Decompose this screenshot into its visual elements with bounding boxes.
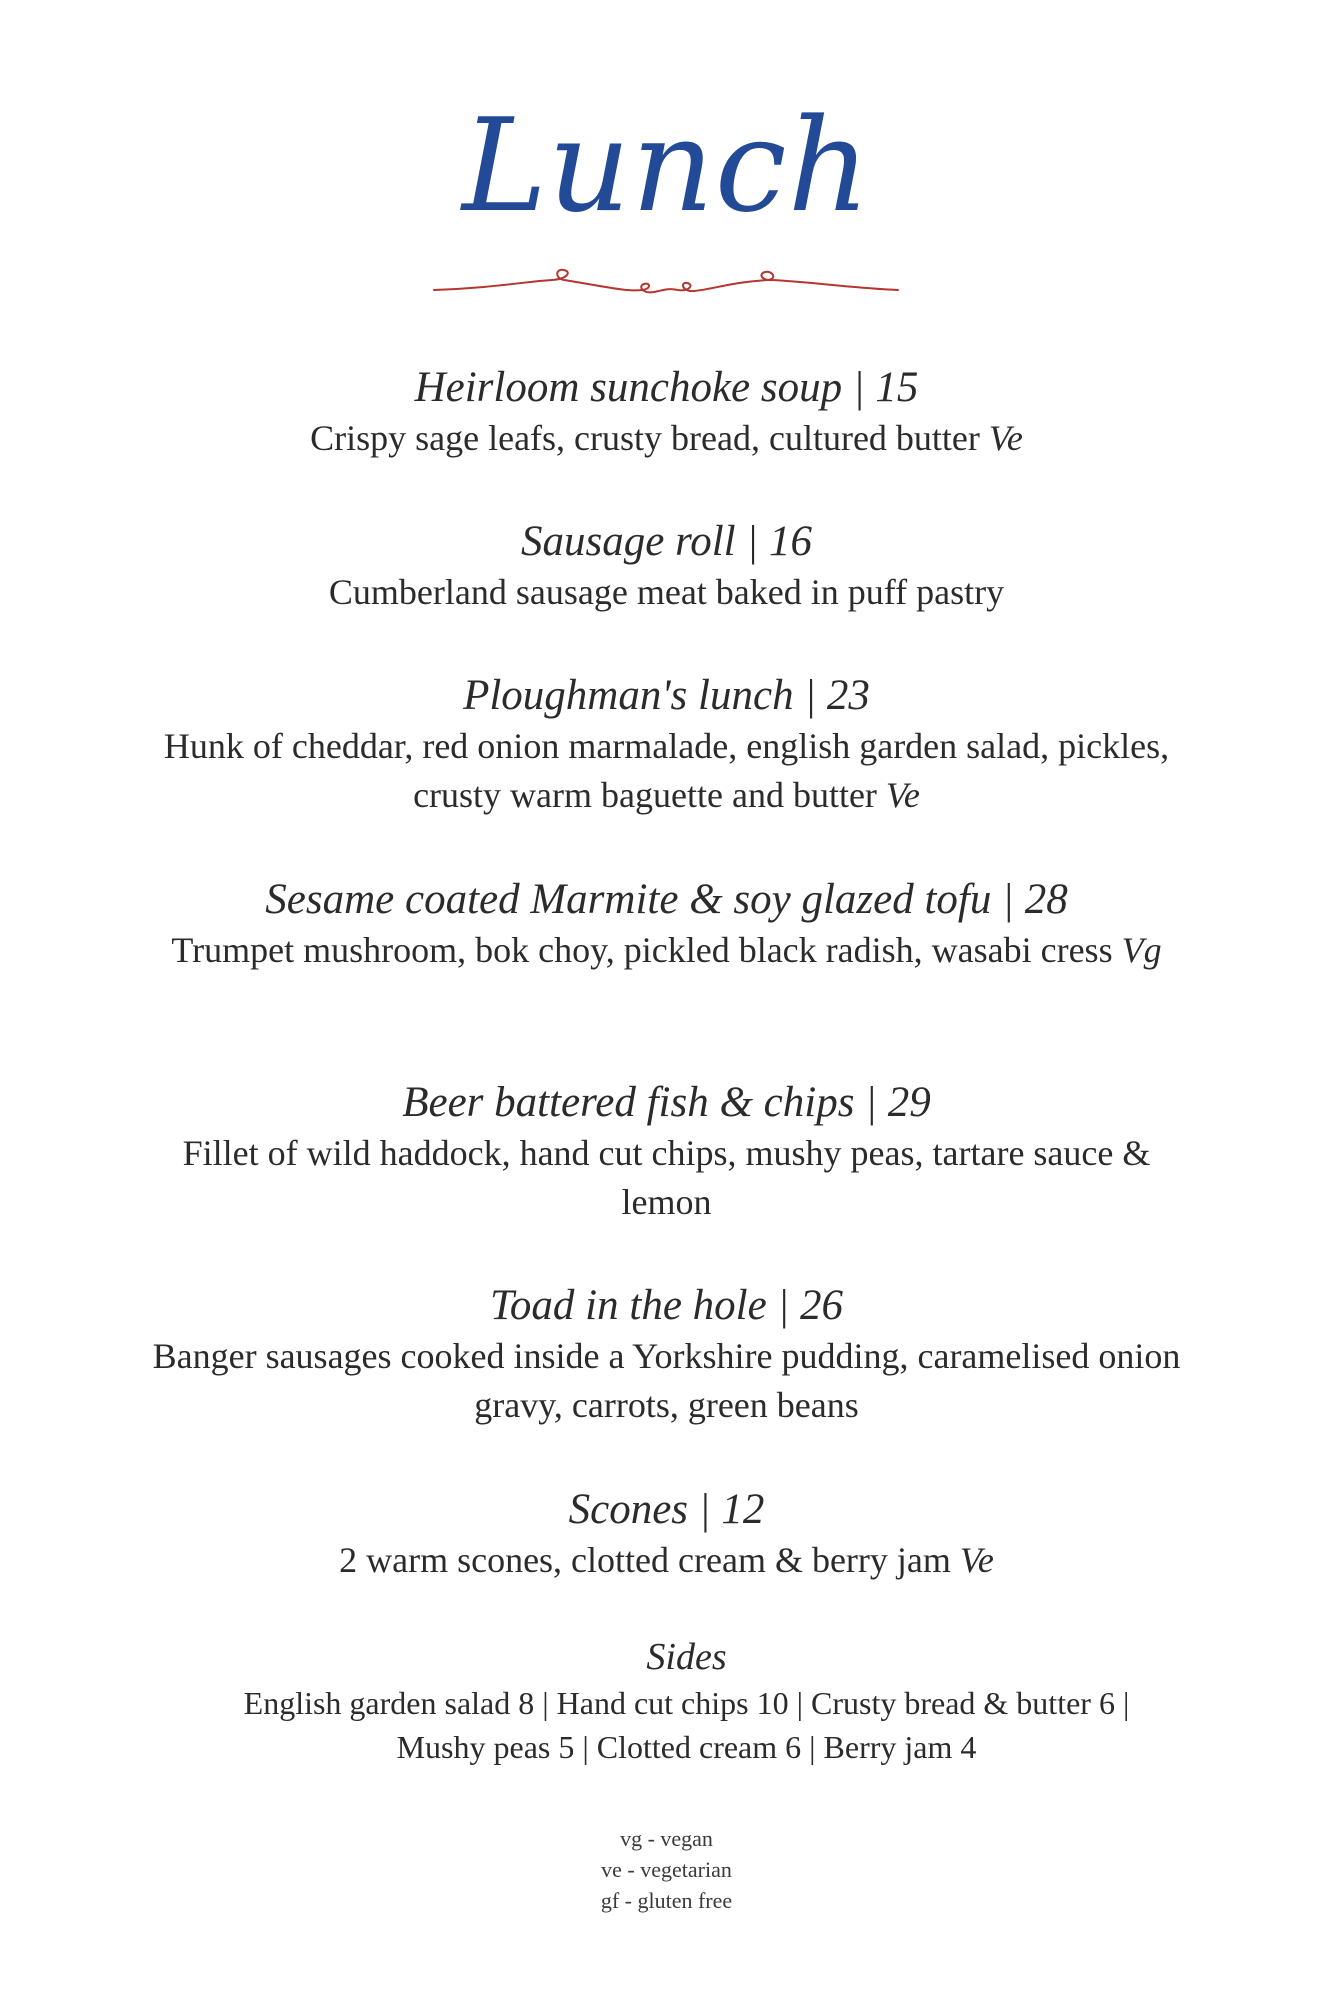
item-name: Scones | 12 bbox=[568, 1486, 765, 1533]
item-description-text: 2 warm scones, clotted cream & berry jam bbox=[339, 1540, 951, 1580]
item-description bbox=[150, 1129, 1183, 1227]
dietary-legend bbox=[0, 1823, 1333, 1916]
item-description bbox=[140, 1332, 1193, 1430]
menu-title: Lunch bbox=[462, 92, 871, 241]
sides-title: Sides bbox=[646, 1636, 727, 1678]
menu-item bbox=[140, 1280, 1193, 1430]
menu-item bbox=[150, 1077, 1183, 1227]
item-description-text: Cumberland sausage meat baked in puff pastry bbox=[328, 572, 1005, 612]
item-description-text: Trumpet mushroom, bok choy, pickled black radish, wasabi cress bbox=[171, 930, 1113, 970]
legend-line: gf - gluten free bbox=[600, 1888, 733, 1913]
item-name: Toad in the hole | 26 bbox=[489, 1282, 844, 1329]
item-description bbox=[170, 926, 1163, 975]
item-description-text: Crispy sage leafs, crusty bread, cultured butter bbox=[310, 418, 980, 458]
item-description-text: Hunk of cheddar, red onion marmalade, english garden salad, pickles, crusty warm baguette and butter bbox=[163, 726, 1170, 815]
menu-item bbox=[120, 670, 1213, 820]
item-description bbox=[120, 722, 1213, 820]
item-description-text: Banger sausages cooked inside a Yorkshire pudding, caramelised onion gravy, carrots, green beans bbox=[152, 1336, 1181, 1425]
item-description bbox=[120, 568, 1213, 617]
item-name: Ploughman's lunch | 23 bbox=[463, 672, 870, 719]
item-description-text: Fillet of wild haddock, hand cut chips, mushy peas, tartare sauce & lemon bbox=[182, 1133, 1151, 1222]
item-name: Heirloom sunchoke soup | 15 bbox=[414, 364, 919, 411]
item-description bbox=[120, 1536, 1213, 1585]
sides-line: English garden salad 8 | Hand cut chips 10 | Crusty bread & butter 6 | bbox=[243, 1685, 1130, 1721]
menu-item bbox=[120, 362, 1213, 463]
item-description bbox=[120, 414, 1213, 463]
sides-section bbox=[200, 1633, 1173, 1769]
menu-item bbox=[120, 516, 1213, 617]
dietary-tag: Ve bbox=[988, 418, 1023, 458]
dietary-tag: Vg bbox=[1121, 930, 1162, 970]
menu-item bbox=[120, 1484, 1213, 1585]
flourish-divider-icon bbox=[432, 262, 900, 304]
legend-line: ve - vegetarian bbox=[601, 1857, 732, 1882]
item-name: Beer battered fish & chips | 29 bbox=[402, 1079, 931, 1126]
sides-line: Mushy peas 5 | Clotted cream 6 | Berry jam 4 bbox=[396, 1729, 977, 1765]
legend-line: vg - vegan bbox=[620, 1826, 713, 1851]
item-name: Sesame coated Marmite & soy glazed tofu | 28 bbox=[265, 876, 1068, 923]
dietary-tag: Ve bbox=[885, 775, 920, 815]
menu-item bbox=[170, 874, 1163, 975]
dietary-tag: Ve bbox=[959, 1540, 994, 1580]
item-name: Sausage roll | 16 bbox=[521, 518, 812, 565]
